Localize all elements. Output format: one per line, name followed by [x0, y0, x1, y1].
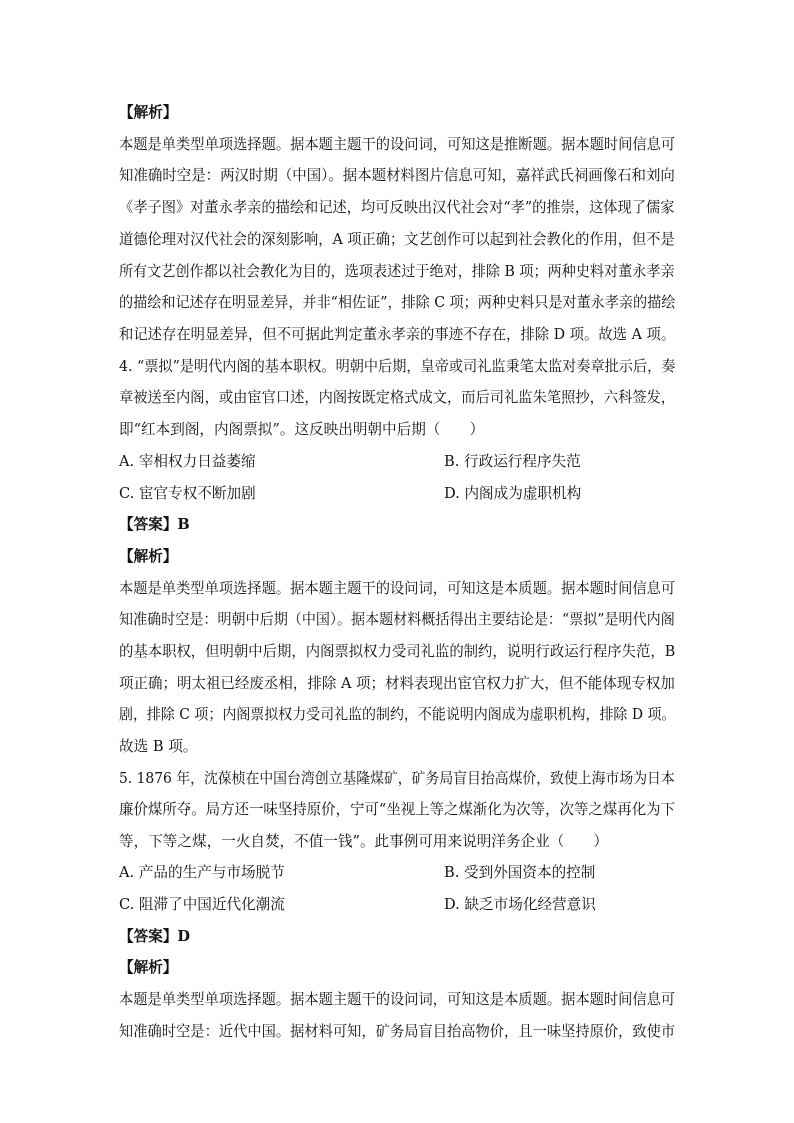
q4-analysis-line: 的基本职权，但明朝中后期，内阁票拟权力受司礼监的制约，说明行政运行程序失范，B: [119, 643, 676, 660]
q4-option-b: B. 行政运行程序失范: [444, 453, 581, 470]
q5-analysis-line: 本题是单类型单项选择题。据本题主题干的设问词，可知这是本质题。据本题时间信息可: [119, 991, 676, 1008]
q4-option-d: D. 内阁成为虚职机构: [444, 485, 582, 502]
q4-analysis-line: 项正确；明太祖已经废丞相，排除 A 项；材料表现出宦官权力扩大，但不能体现专权加: [119, 675, 675, 692]
q5-option-b: B. 受到外国资本的控制: [444, 864, 596, 881]
q4-stem-line: 即“红本到阁，内阁票拟”。这反映出明朝中后期（ ）: [119, 421, 485, 438]
q3-analysis-line: 本题是单类型单项选择题。据本题主题干的设问词，可知这是推断题。据本题时间信息可: [119, 136, 676, 153]
q4-answer: 【答案】B: [119, 516, 190, 533]
q5-analysis-heading: 【解析】: [119, 959, 178, 976]
q5-stem-line: 5. 1876 年，沈葆桢在中国台湾创立基隆煤矿，矿务局盲目抬高煤价，致使上海市场为日本: [119, 770, 675, 787]
q3-analysis-line: 知准确时空是：两汉时期（中国）。据本题材料图片信息可知，嘉祥武氏祠画像石和刘向: [119, 167, 675, 184]
q4-analysis-line: 本题是单类型单项选择题。据本题主题干的设问词，可知这是本质题。据本题时间信息可: [119, 580, 676, 597]
q4-analysis-line: 知准确时空是：明朝中后期（中国）。据本题材料概括得出主要结论是：“票拟”是明代内阁: [119, 611, 675, 628]
q3-analysis-line: 所有文艺创作都以社会教化为目的，选项表述过于绝对，排除 B 项；两种史料对董永孝亲: [119, 263, 675, 280]
q4-analysis-heading: 【解析】: [119, 548, 178, 565]
q5-option-d: D. 缺乏市场化经营意识: [444, 896, 596, 913]
q4-option-c: C. 宦官专权不断加剧: [119, 485, 256, 502]
q4-option-a: A. 宰相权力日益萎缩: [119, 453, 256, 470]
q5-analysis-line: 知准确时空是：近代中国。据材料可知，矿务局盲目抬高物价，且一味坚持原价，致使市: [119, 1023, 676, 1040]
q3-analysis-line: 《孝子图》对董永孝亲的描绘和记述，均可反映出汉代社会对“孝”的推崇，这体现了儒家: [119, 199, 675, 216]
q4-analysis-line: 故选 B 项。: [119, 738, 198, 755]
q4-stem-line: 4. “票拟”是明代内阁的基本职权。明朝中后期，皇帝或司礼监秉笔太监对奏章批示后，奏: [119, 358, 676, 375]
q3-analysis-heading: 【解析】: [119, 104, 178, 121]
q4-analysis-line: 剧，排除 C 项；内阁票拟权力受司礼监的制约，不能说明内阁成为虚职机构，排除 D 项。: [119, 706, 676, 723]
q3-analysis-line: 道德伦理对汉代社会的深刻影响，A 项正确；文艺创作可以起到社会教化的作用，但不是: [119, 231, 675, 248]
q3-analysis-line: 的描绘和记述存在明显差异，并非“相佐证”，排除 C 项；两种史料只是对董永孝亲的描绘: [119, 294, 676, 311]
q5-stem-line: 廉价煤所夺。局方还一味坚持原价，宁可“坐视上等之煤渐化为次等，次等之煤再化为下: [119, 801, 676, 818]
q5-option-a: A. 产品的生产与市场脱节: [119, 864, 285, 881]
q5-option-c: C. 阻滞了中国近代化潮流: [119, 896, 285, 913]
q5-stem-line: 等，下等之煤，一火自焚，不值一钱”。此事例可用来说明洋务企业（ ）: [119, 833, 609, 850]
q3-analysis-line: 和记述存在明显差异，但不可据此判定董永孝亲的事迹不存在，排除 D 项。故选 A 项。: [119, 326, 676, 343]
q4-stem-line: 章被送至内阁，或由宦官口述，内阁按既定格式成文，而后司礼监朱笔照抄，六科签发，: [119, 389, 676, 406]
q5-answer: 【答案】D: [119, 928, 191, 945]
